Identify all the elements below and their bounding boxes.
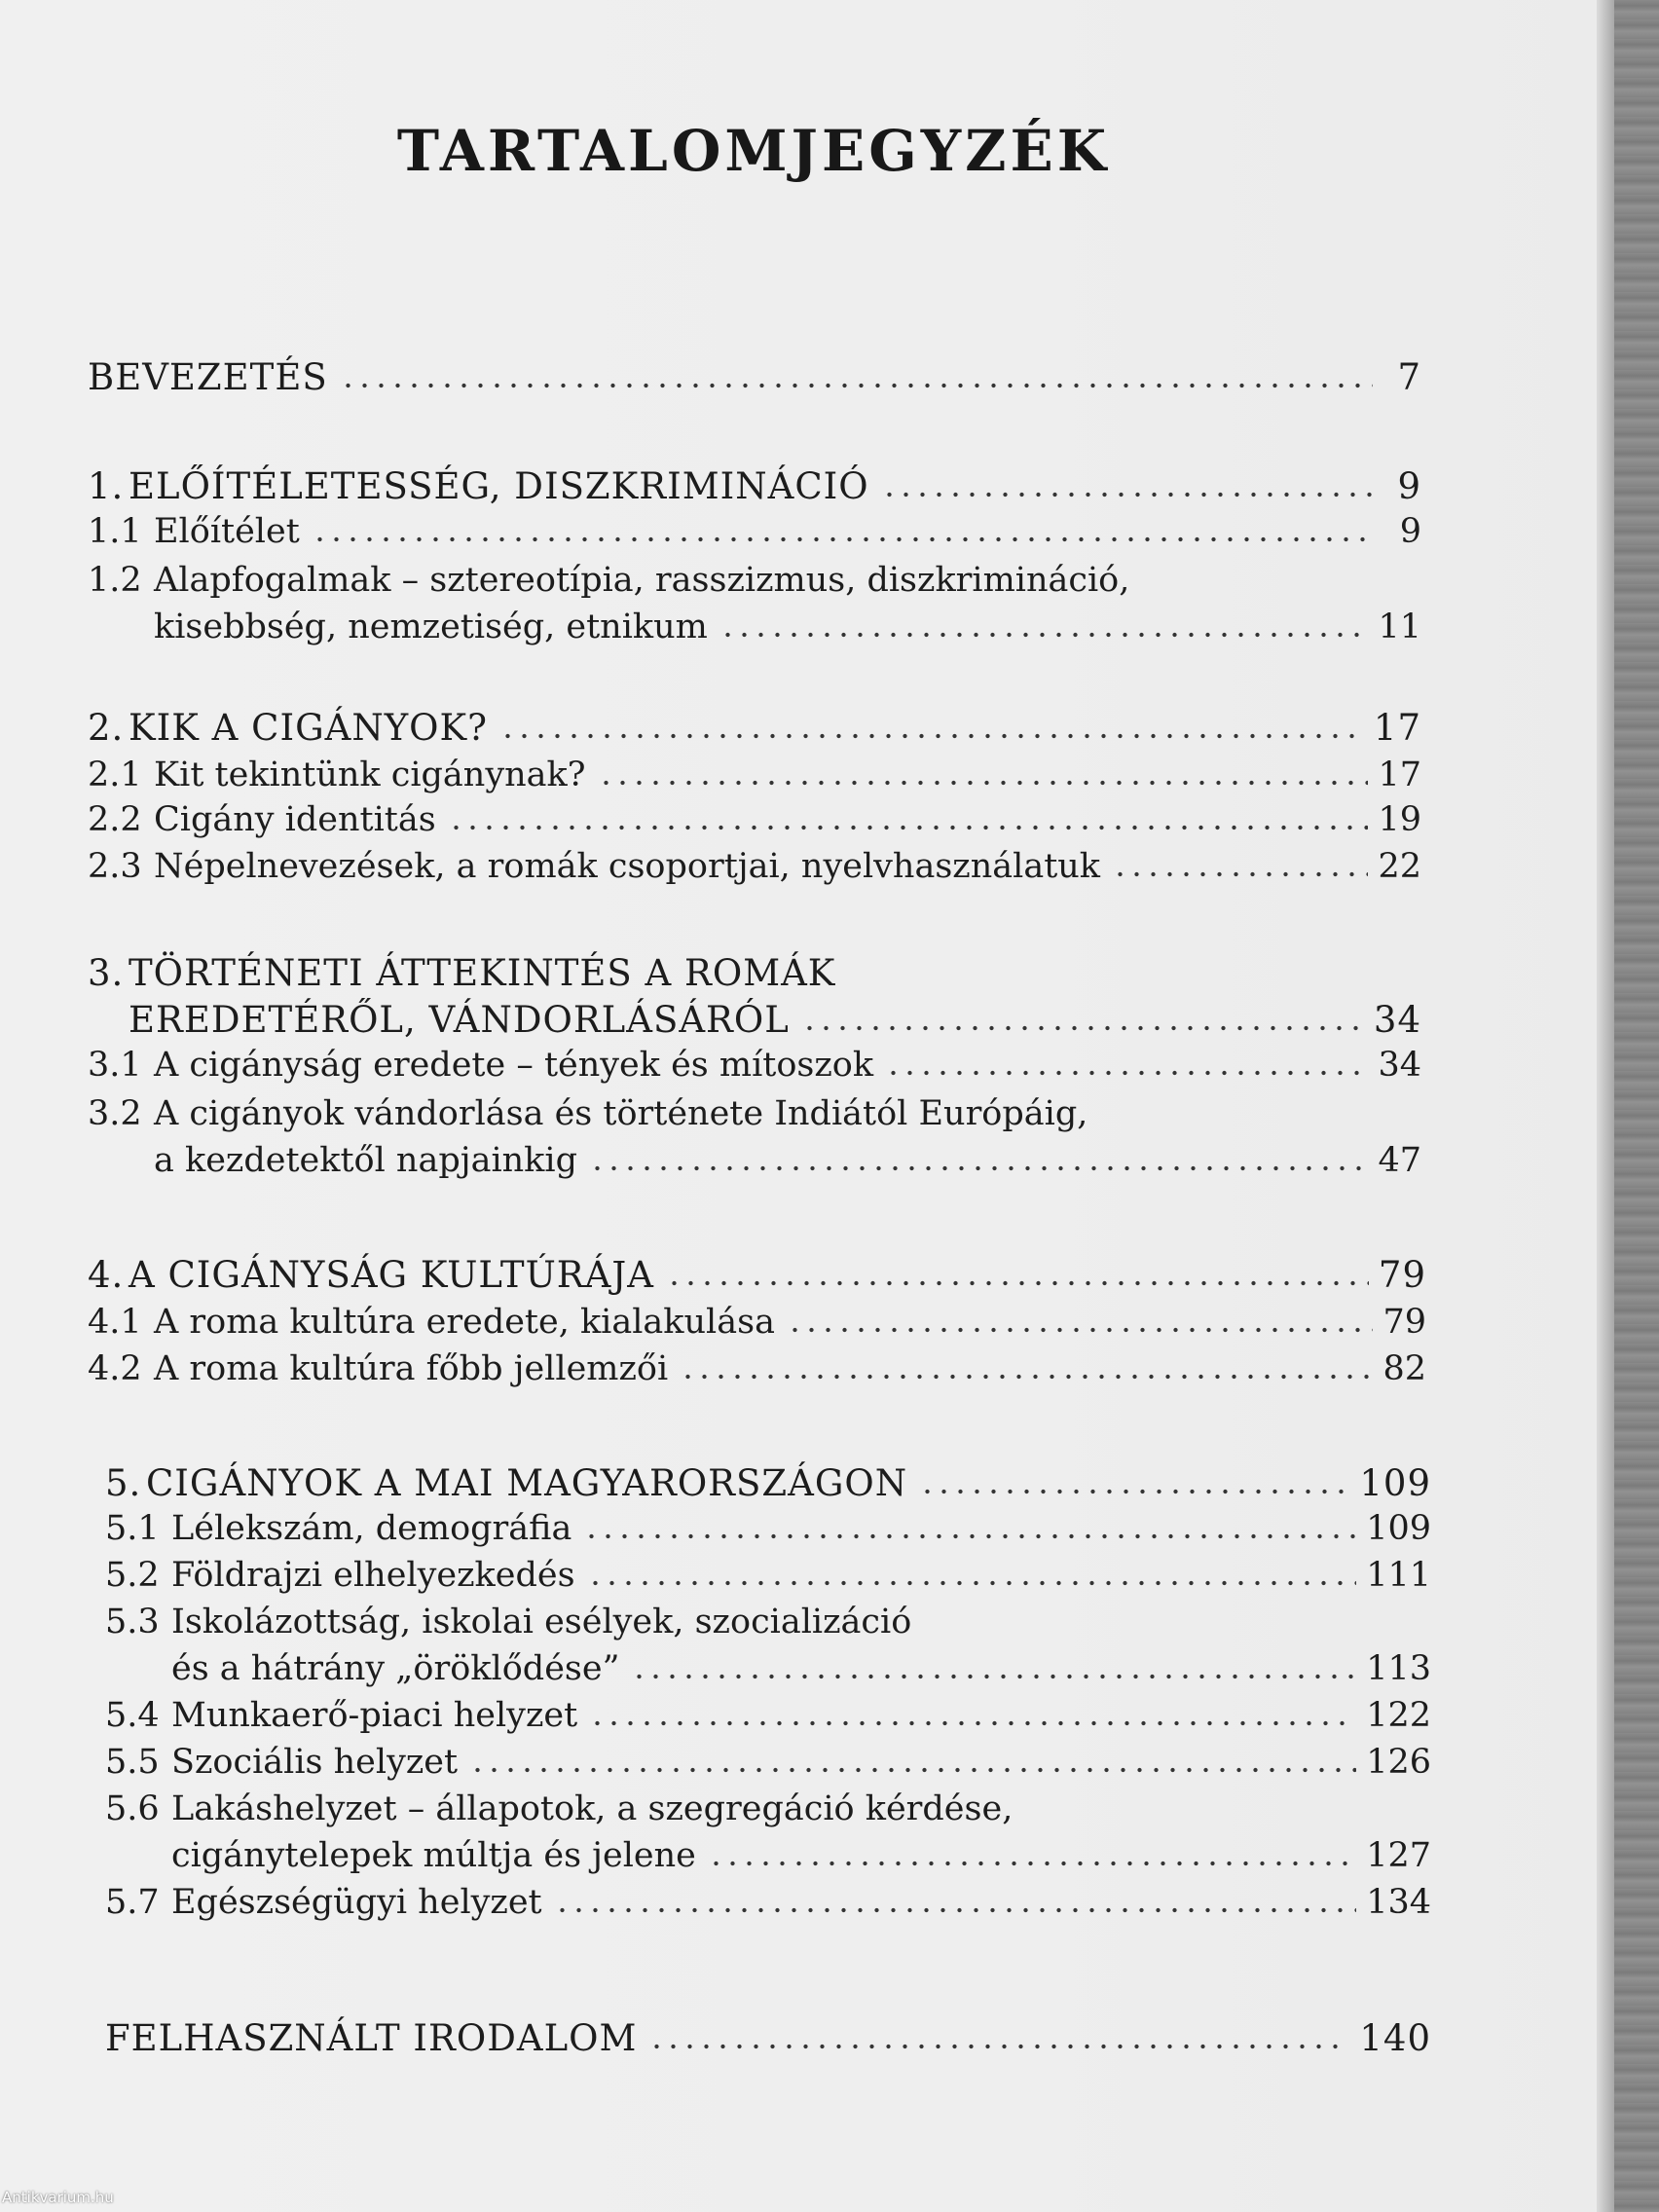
toc-entry-title: Lakáshelyzet – állapotok, a szegregáció kérdése, <box>171 1789 1014 1828</box>
dot-leader <box>631 1673 1356 1680</box>
toc-entry-page: 34 <box>1378 1046 1421 1085</box>
toc-entry-title: Földrajzi elhelyezkedés <box>171 1556 575 1595</box>
toc-entry <box>105 1688 1431 1737</box>
toc-entry <box>105 1875 1431 1924</box>
toc-entry <box>105 2011 1431 2060</box>
toc-entry <box>105 1456 1431 1505</box>
toc-entry-page: 109 <box>1359 1462 1431 1504</box>
toc-entry <box>88 1342 1426 1390</box>
dot-leader <box>554 1906 1357 1914</box>
toc-entry-number: 2.3 <box>88 847 142 886</box>
toc-entry-number: 2.2 <box>88 800 142 839</box>
toc-entry-page: 22 <box>1378 847 1421 886</box>
toc-entry-page: 134 <box>1366 1883 1431 1922</box>
dot-leader <box>666 1279 1369 1287</box>
toc-entry-title: A cigányság eredete – tények és mítoszok <box>154 1046 874 1085</box>
dot-leader <box>881 491 1373 498</box>
dot-leader <box>719 631 1369 639</box>
dot-leader <box>919 1488 1349 1495</box>
toc-entry-page: 126 <box>1366 1743 1431 1782</box>
toc-entry-title: Egészségügyi helyzet <box>171 1883 542 1922</box>
watermark: Antikvarium.hu <box>2 2189 114 2206</box>
page-title: TARTALOMJEGYZÉK <box>396 117 1111 184</box>
toc-entry-page: 79 <box>1378 1254 1426 1296</box>
toc-entry-page: 9 <box>1397 465 1421 507</box>
toc-entry-number: 5.4 <box>105 1696 160 1735</box>
toc-entry-number: 5.5 <box>105 1743 160 1782</box>
toc-entry-page: 79 <box>1382 1303 1426 1342</box>
toc-entry <box>88 1295 1426 1344</box>
dot-leader <box>340 382 1373 389</box>
toc-entry-title: Lélekszám, demográfia <box>171 1509 572 1548</box>
toc-entry-title: A cigányok vándorlása és története Indiától Európáig, <box>154 1094 1088 1133</box>
toc-entry-title: FELHASZNÁLT IRODALOM <box>105 2017 638 2059</box>
toc-entry-page: 127 <box>1366 1836 1431 1875</box>
toc-entry <box>88 350 1421 399</box>
toc-entry <box>88 504 1421 553</box>
toc-entry-number: 1.2 <box>88 561 142 600</box>
toc-entry-number: 1.1 <box>88 512 142 551</box>
toc-entry <box>88 946 1421 995</box>
toc-entry-title: A CIGÁNYSÁG KULTÚRÁJA <box>129 1254 654 1296</box>
toc-entry-title: KIK A CIGÁNYOK? <box>129 707 488 749</box>
toc-entry <box>105 1548 1431 1597</box>
toc-entry-page: 7 <box>1397 356 1421 398</box>
toc-entry-title: ELŐÍTÉLETESSÉG, DISZKRIMINÁCIÓ <box>129 465 869 507</box>
toc-entry <box>88 1038 1421 1087</box>
toc-entry-title: Cigány identitás <box>154 800 436 839</box>
dot-leader <box>708 1860 1356 1867</box>
toc-entry-title: Iskolázottság, iskolai esélyek, szocializáció <box>171 1603 912 1641</box>
toc-entry <box>105 1735 1431 1784</box>
dot-leader <box>589 1164 1368 1172</box>
toc-entry-number: 4.1 <box>88 1303 142 1342</box>
toc-entry <box>88 460 1421 508</box>
dot-leader <box>648 2043 1349 2050</box>
toc-entry-page: 82 <box>1382 1349 1426 1388</box>
toc-entry <box>105 1595 1431 1643</box>
toc-entry-title: Alapfogalmak – sztereotípia, rasszizmus, diszkrimináció, <box>154 561 1130 600</box>
dot-leader <box>448 824 1369 831</box>
toc-entry-title: TÖRTÉNETI ÁTTEKINTÉS A ROMÁK <box>129 952 836 994</box>
toc-entry-title: A roma kultúra eredete, kialakulása <box>154 1303 775 1342</box>
toc-entry <box>88 553 1421 602</box>
toc-entry-title: és a hátrány „öröklődése” <box>171 1649 620 1688</box>
dot-leader <box>499 732 1364 740</box>
toc-entry-page: 47 <box>1378 1141 1421 1180</box>
toc-entry-number: 5.1 <box>105 1509 160 1548</box>
toc-entry-title: Népelnevezések, a romák csoportjai, nyelvhasználatuk <box>154 847 1101 886</box>
toc-entry-number: 5.2 <box>105 1556 160 1595</box>
toc-entry <box>88 701 1421 750</box>
toc-entry-number: 3.2 <box>88 1094 142 1133</box>
toc-entry-page: 34 <box>1373 999 1421 1041</box>
toc-entry-title: EREDETÉRŐL, VÁNDORLÁSÁRÓL <box>129 999 790 1041</box>
toc-entry-title: Kit tekintünk cigánynak? <box>154 756 586 794</box>
toc-entry-title: BEVEZETÉS <box>88 356 328 398</box>
toc-entry <box>88 793 1421 841</box>
toc-entry <box>88 1133 1421 1182</box>
toc-entry-page: 19 <box>1378 800 1421 839</box>
toc-entry-title: Szociális helyzet <box>171 1743 459 1782</box>
toc-entry <box>105 1828 1431 1877</box>
toc-entry <box>88 748 1421 796</box>
toc-entry-title: Munkaerő-piaci helyzet <box>171 1696 578 1735</box>
toc-entry <box>88 839 1421 888</box>
toc-entry-number: 4.2 <box>88 1349 142 1388</box>
toc-entry-number: 4. <box>88 1254 125 1296</box>
page-edge <box>1597 0 1614 2212</box>
toc-entry-title: kisebbség, nemzetiség, etnikum <box>154 608 708 646</box>
toc-entry-page: 122 <box>1366 1696 1431 1735</box>
dot-leader <box>801 1024 1364 1032</box>
toc-entry-number: 5.3 <box>105 1603 160 1641</box>
toc-entry-page: 9 <box>1399 512 1421 551</box>
toc-entry <box>105 1501 1431 1550</box>
dot-leader <box>589 1719 1356 1727</box>
toc-entry-page: 113 <box>1366 1649 1431 1688</box>
toc-entry <box>88 993 1421 1042</box>
toc-entry-number: 3.1 <box>88 1046 142 1085</box>
dot-leader <box>587 1579 1357 1587</box>
book-spine <box>1614 0 1659 2212</box>
dot-leader <box>885 1069 1368 1077</box>
dot-leader <box>680 1373 1373 1381</box>
toc-entry-title: A roma kultúra főbb jellemzői <box>154 1349 669 1388</box>
toc-entry-number: 2. <box>88 707 125 749</box>
dot-leader <box>598 779 1369 787</box>
toc-entry-page: 17 <box>1373 707 1421 749</box>
toc-entry-title: cigánytelepek múltja és jelene <box>171 1836 696 1875</box>
dot-leader <box>1112 870 1368 878</box>
toc-entry-number: 5. <box>105 1462 142 1504</box>
toc-entry-page: 111 <box>1366 1556 1431 1595</box>
dot-leader <box>469 1766 1356 1774</box>
toc-entry <box>88 1248 1426 1297</box>
toc-entry <box>105 1641 1431 1690</box>
toc-entry-number: 3. <box>88 952 125 994</box>
toc-entry-page: 109 <box>1366 1509 1431 1548</box>
toc-entry-title: CIGÁNYOK A MAI MAGYARORSZÁGON <box>146 1462 908 1504</box>
toc-entry-number: 5.7 <box>105 1883 160 1922</box>
toc-entry-page: 140 <box>1359 2017 1431 2059</box>
dot-leader <box>583 1532 1356 1540</box>
toc-entry-title: a kezdetektől napjainkig <box>154 1141 577 1180</box>
toc-entry-number: 1. <box>88 465 125 507</box>
dot-leader <box>787 1326 1374 1334</box>
toc-entry-title: Előítélet <box>154 512 300 551</box>
toc-entry <box>105 1782 1431 1830</box>
toc-entry <box>88 1087 1421 1135</box>
toc-entry-page: 11 <box>1378 608 1421 646</box>
toc-entry <box>88 600 1421 648</box>
toc-entry-page: 17 <box>1378 756 1421 794</box>
dot-leader <box>312 535 1373 543</box>
toc-entry-number: 2.1 <box>88 756 142 794</box>
toc-entry-number: 5.6 <box>105 1789 160 1828</box>
